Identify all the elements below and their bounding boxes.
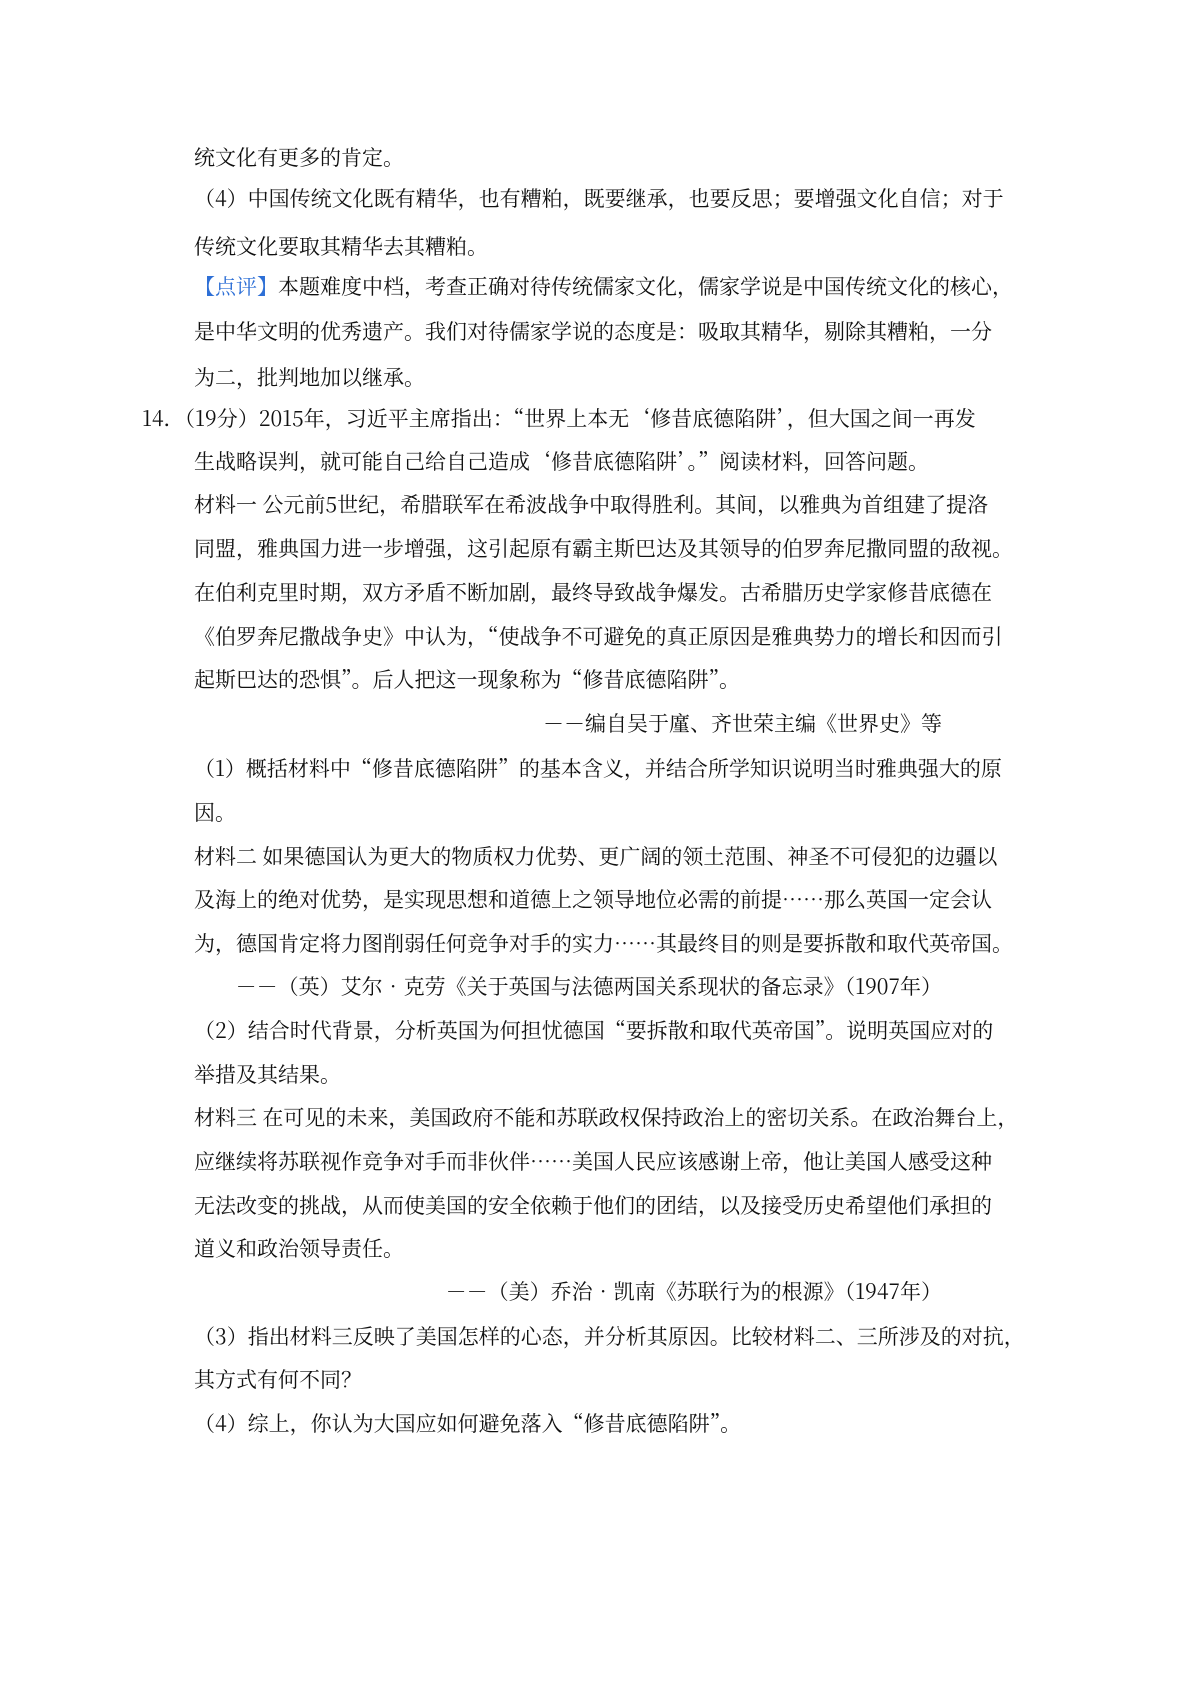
comment-text: 本题难度中档，考查正确对待传统儒家文化，儒家学说是中国传统文化的核心， <box>278 271 1013 301</box>
material-3-source: －－（美）乔治•凯南《苏联行为的根源》（1947年） <box>445 1276 942 1306</box>
comment-line: 为二，批判地加以继承。 <box>194 362 425 392</box>
material-2-source: －－（英）艾尔•克劳《关于英国与法德两国关系现状的备忘录》（1907年） <box>235 971 942 1001</box>
sub-question-line: 因。 <box>194 797 236 827</box>
sub-question-line: 举措及其结果。 <box>194 1059 341 1089</box>
answer-item-4: （4）中国传统文化既有精华，也有糟粕，既要继承，也要反思；要增强文化自信；对于 <box>194 183 1004 213</box>
sub-question-3: （3）指出材料三反映了美国怎样的心态，并分析其原因。比较材料二、三所涉及的对抗， <box>194 1321 1025 1351</box>
question-line: 生战略误判，就可能自己给自己造成‘修昔底德陷阱’。”阅读材料，回答问题。 <box>194 446 929 476</box>
sub-question-1: （1）概括材料中“修昔底德陷阱”的基本含义，并结合所学知识说明当时雅典强大的原 <box>194 753 1002 783</box>
material-line: 《伯罗奔尼撒战争史》中认为，“使战争不可避免的真正原因是雅典势力的增长和因而引 <box>194 621 1003 651</box>
material-line: 无法改变的挑战，从而使美国的安全依赖于他们的团结，以及接受历史希望他们承担的 <box>194 1190 992 1220</box>
answer-line: 传统文化要取其精华去其糟粕。 <box>194 231 488 261</box>
material-line: 应继续将苏联视作竞争对手而非伙伴……美国人民应该感谢上帝，他让美国人感受这种 <box>194 1146 992 1176</box>
comment-tag: 【点评】 <box>194 271 278 301</box>
material-line: 为，德国肯定将力图削弱任何竞争对手的实力……其最终目的则是要拆散和取代英帝国。 <box>194 928 1013 958</box>
material-3: 材料三 在可见的未来，美国政府不能和苏联政权保持政治上的密切关系。在政治舞台上， <box>194 1102 1019 1132</box>
material-line: 起斯巴达的恐惧”。后人把这一现象称为“修昔底德陷阱”。 <box>194 664 740 694</box>
material-1: 材料一 公元前5世纪，希腊联军在希波战争中取得胜利。其间，以雅典为首组建了提洛 <box>194 489 989 519</box>
sub-question-line: 其方式有何不同？ <box>194 1364 362 1394</box>
material-line: 同盟，雅典国力进一步增强，这引起原有霸主斯巴达及其领导的伯罗奔尼撒同盟的敌视。 <box>194 533 1013 563</box>
comment-line: 是中华文明的优秀遗产。我们对待儒家学说的态度是：吸取其精华，剔除其糟粕，一分 <box>194 316 992 346</box>
comment-paragraph <box>194 271 1013 301</box>
sub-question-2: （2）结合时代背景，分析英国为何担忧德国“要拆散和取代英帝国”。说明英国应对的 <box>194 1015 994 1045</box>
sub-question-4: （4）综上，你认为大国应如何避免落入“修昔底德陷阱”。 <box>194 1408 742 1438</box>
question-14-stem: 14．（19分）2015年，习近平主席指出：“世界上本无‘修昔底德陷阱’，但大国之间一再发 <box>142 403 976 433</box>
material-1-source: －－编自吴于廑、齐世荣主编《世界史》等 <box>543 708 942 738</box>
answer-line: 统文化有更多的肯定。 <box>194 142 404 172</box>
material-line: 道义和政治领导责任。 <box>194 1233 404 1263</box>
material-line: 及海上的绝对优势，是实现思想和道德上之领导地位必需的前提……那么英国一定会认 <box>194 884 992 914</box>
material-2: 材料二 如果德国认为更大的物质权力优势、更广阔的领土范围、神圣不可侵犯的边疆以 <box>194 841 998 871</box>
material-line: 在伯利克里时期，双方矛盾不断加剧，最终导致战争爆发。古希腊历史学家修昔底德在 <box>194 577 992 607</box>
